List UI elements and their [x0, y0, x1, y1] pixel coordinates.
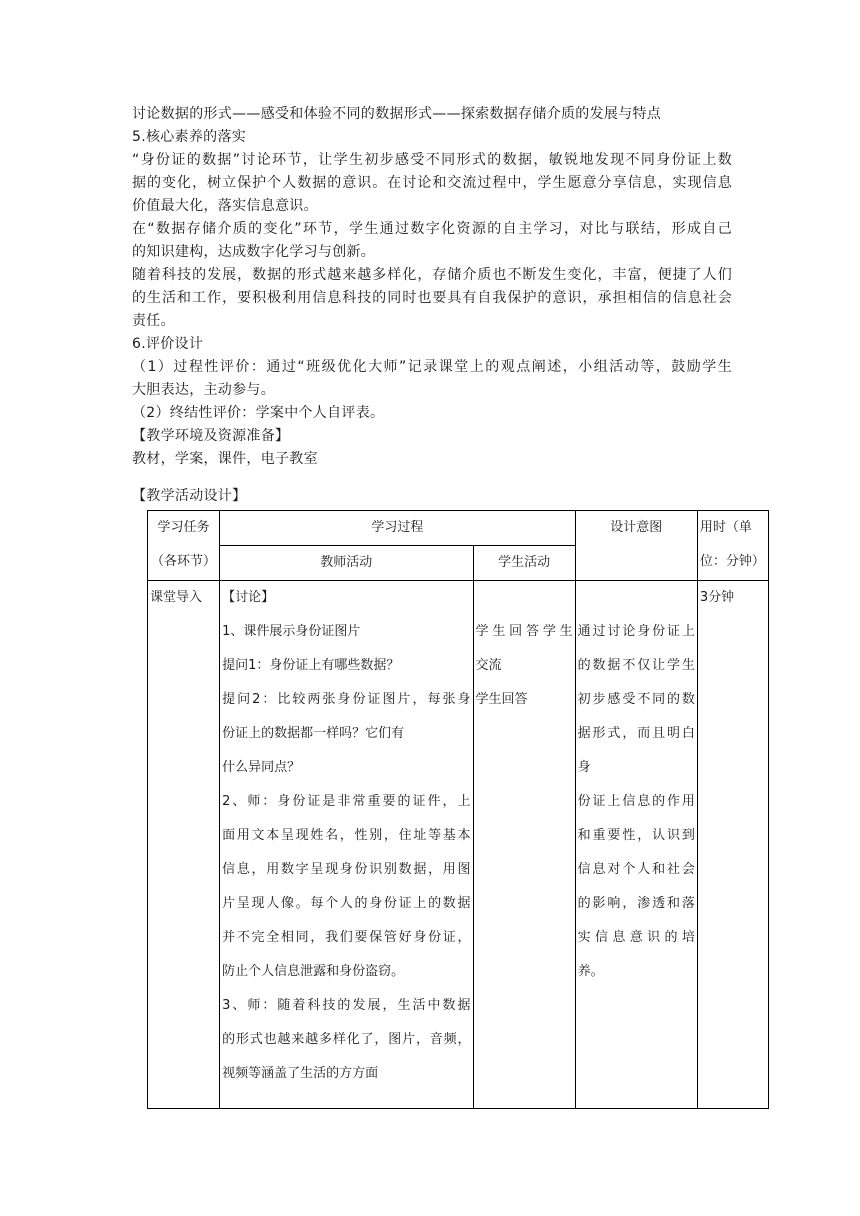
header-process: 学习过程	[220, 511, 576, 546]
header-student: 学生活动	[473, 546, 575, 581]
section-5-p1-line: “身份证的数据”讨论环节，让学生初步感受不同形式的数据，敏锐地发现不同身份证上数	[132, 152, 732, 168]
section-5-heading: 5.核心素养的落实	[132, 129, 247, 145]
section-6-heading: 6.评价设计	[132, 336, 204, 352]
task-cell: 课堂导入	[148, 581, 220, 1109]
table-header-row	[148, 511, 769, 546]
header-task: 学习任务 （各环节）	[148, 511, 220, 581]
header-intent: 设计意图	[575, 511, 697, 581]
student-activity-cell: 学生回答学生 交流 学生回答	[473, 581, 575, 1109]
activity-heading: 【教学活动设计】	[132, 488, 247, 504]
section-5-p1-line: 价值最大化，落实信息意识。	[132, 198, 318, 214]
header-teacher: 教师活动	[220, 546, 473, 581]
design-intent-cell: 通过讨论身份证上 的数据不仅让学生 初步感受不同的数 据形式，而且明白 身 份证上信息的作用 和重要性，认识到 信息对个人和社会 的影响，渗透和落 实信息意识的培 养。	[575, 581, 697, 1109]
activity-heading-wrap	[132, 485, 732, 508]
section-5-p1-line: 据的变化，树立保护个人数据的意识。在讨论和交流过程中，学生愿意分享信息，实现信息	[132, 175, 732, 191]
section-5-p3-line: 的生活和工作，要积极利用信息科技的同时也要具有自我保护的意识，承担相信的信息社会	[132, 290, 732, 306]
section-6-item-1-line: 大胆表达，主动参与。	[132, 382, 275, 398]
section-5-p3-line: 责任。	[132, 313, 175, 329]
intro-paragraph	[132, 103, 732, 126]
section-5-p3-line: 随着科技的发展，数据的形式越来越多样化，存储介质也不断发生变化，丰富，便捷了人们	[132, 267, 732, 283]
environment-heading: 【教学环境及资源准备】	[132, 428, 290, 444]
teacher-activity-cell: 【讨论】 1、课件展示身份证图片 提问1：身份证上有哪些数据？ 提问2：比较两张身份证图片，每张身 份证上的数据都一样吗？它们有 什么异同点？ 2、师：身份证是非常重要的证件，上 面用文本呈现姓名，性别，住址等基本 信息，用数字呈现身份识别数据，用图 片呈现人像。每个人的身份证上的数据 并不完全相同，我们要保管好身份证， 防止个人信息泄露和身份盗窃。 3、师：随着科技的发展，生活中数据 的形式也越来越多样化了，图片，音频， 视频等涵盖了生活的方方面	[220, 581, 473, 1109]
activity-design-table	[147, 510, 769, 1109]
section-5-p2-line: 在“数据存储介质的变化”环节，学生通过数字化资源的自主学习，对比与联结，形成自己	[132, 221, 732, 237]
section-5-p2-line: 的知识建构，达成数字化学习与创新。	[132, 244, 376, 260]
section-6-item-1-line: （1）过程性评价：通过“班级优化大师”记录课堂上的观点阐述，小组活动等，鼓励学生	[132, 359, 732, 375]
intro-line: 讨论数据的形式——感受和体验不同的数据形式——探索数据存储介质的发展与特点	[132, 106, 662, 122]
environment-text: 教材，学案，课件，电子教室	[132, 451, 318, 467]
section-6-item-2: （2）终结性评价：学案中个人自评表。	[132, 405, 385, 421]
time-cell: 3分钟	[697, 581, 768, 1109]
table-row	[148, 581, 769, 1109]
core-literacy-section	[132, 126, 732, 471]
header-time: 用时（单 位：分钟）	[697, 511, 768, 581]
